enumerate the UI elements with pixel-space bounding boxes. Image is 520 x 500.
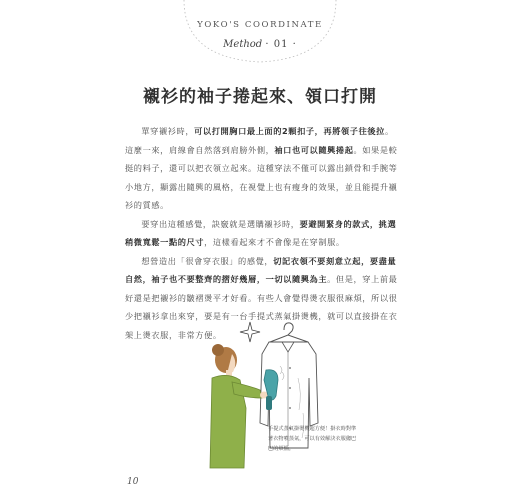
illustration-caption: 手提式蒸氣掛燙機超方便！掛衣時對準著衣物噴蒸氣，可以有效解決衣服縐巴巴的煩惱。 <box>268 426 357 452</box>
text-run: 要穿出這種感覺，訣竅就是選購襯衫時， <box>141 218 300 229</box>
method-label <box>0 39 520 50</box>
emphasis-text: 切記衣領不要刻意立起，要盡量自然，袖子也不要整齊的摺好幾層，一切以隨興為主 <box>125 255 397 284</box>
steamer-illustration <box>206 318 321 478</box>
emphasis-text: 要避開緊身的款式，挑選稍微寬鬆一點的尺寸 <box>125 218 397 247</box>
method-word: Method <box>223 39 263 50</box>
body-text <box>125 122 400 344</box>
text-run: 單穿襯衫時， <box>141 126 195 136</box>
series-title: YOKO'S COORDINATE <box>197 20 323 30</box>
emphasis-text: 可以打開胸口最上面的2顆扣子，再將領子往後拉 <box>194 126 385 136</box>
emphasis-text: 袖口也可以隨興捲起 <box>274 144 354 155</box>
text-run: 想營造出「很會穿衣服」的感覺， <box>141 255 274 266</box>
text-run: 。這麼一來，肩線會自然落到肩膀外側， <box>125 126 394 155</box>
text-run: 。如果是較挺的料子，還可以把衣領立起來。這種穿法不僅可以露出鎖骨和手腕等小地方，顯露出隨興的風格，在視覺上也有瘦身的效果，並且能提升襯衫的質感。 <box>125 144 398 210</box>
header-badge-frame <box>178 0 342 70</box>
page-title: 襯衫的袖子捲起來、領口打開 <box>143 87 377 107</box>
page-number: 10 <box>127 477 139 487</box>
method-number: · 01 · <box>265 39 297 50</box>
paragraph <box>125 215 400 252</box>
text-run: 。但是，穿上前最好還是把襯衫的皺褶燙平才好看。有些人會覺得燙衣服很麻煩，所以很少把襯衫拿出來穿，要是有一台手提式蒸氣掛燙機，就可以直接掛在衣架上燙衣服，非常方便。 <box>125 274 398 340</box>
text-run: ，這樣看起來才不會像是在穿制服。 <box>204 237 345 247</box>
paragraph <box>125 122 400 215</box>
